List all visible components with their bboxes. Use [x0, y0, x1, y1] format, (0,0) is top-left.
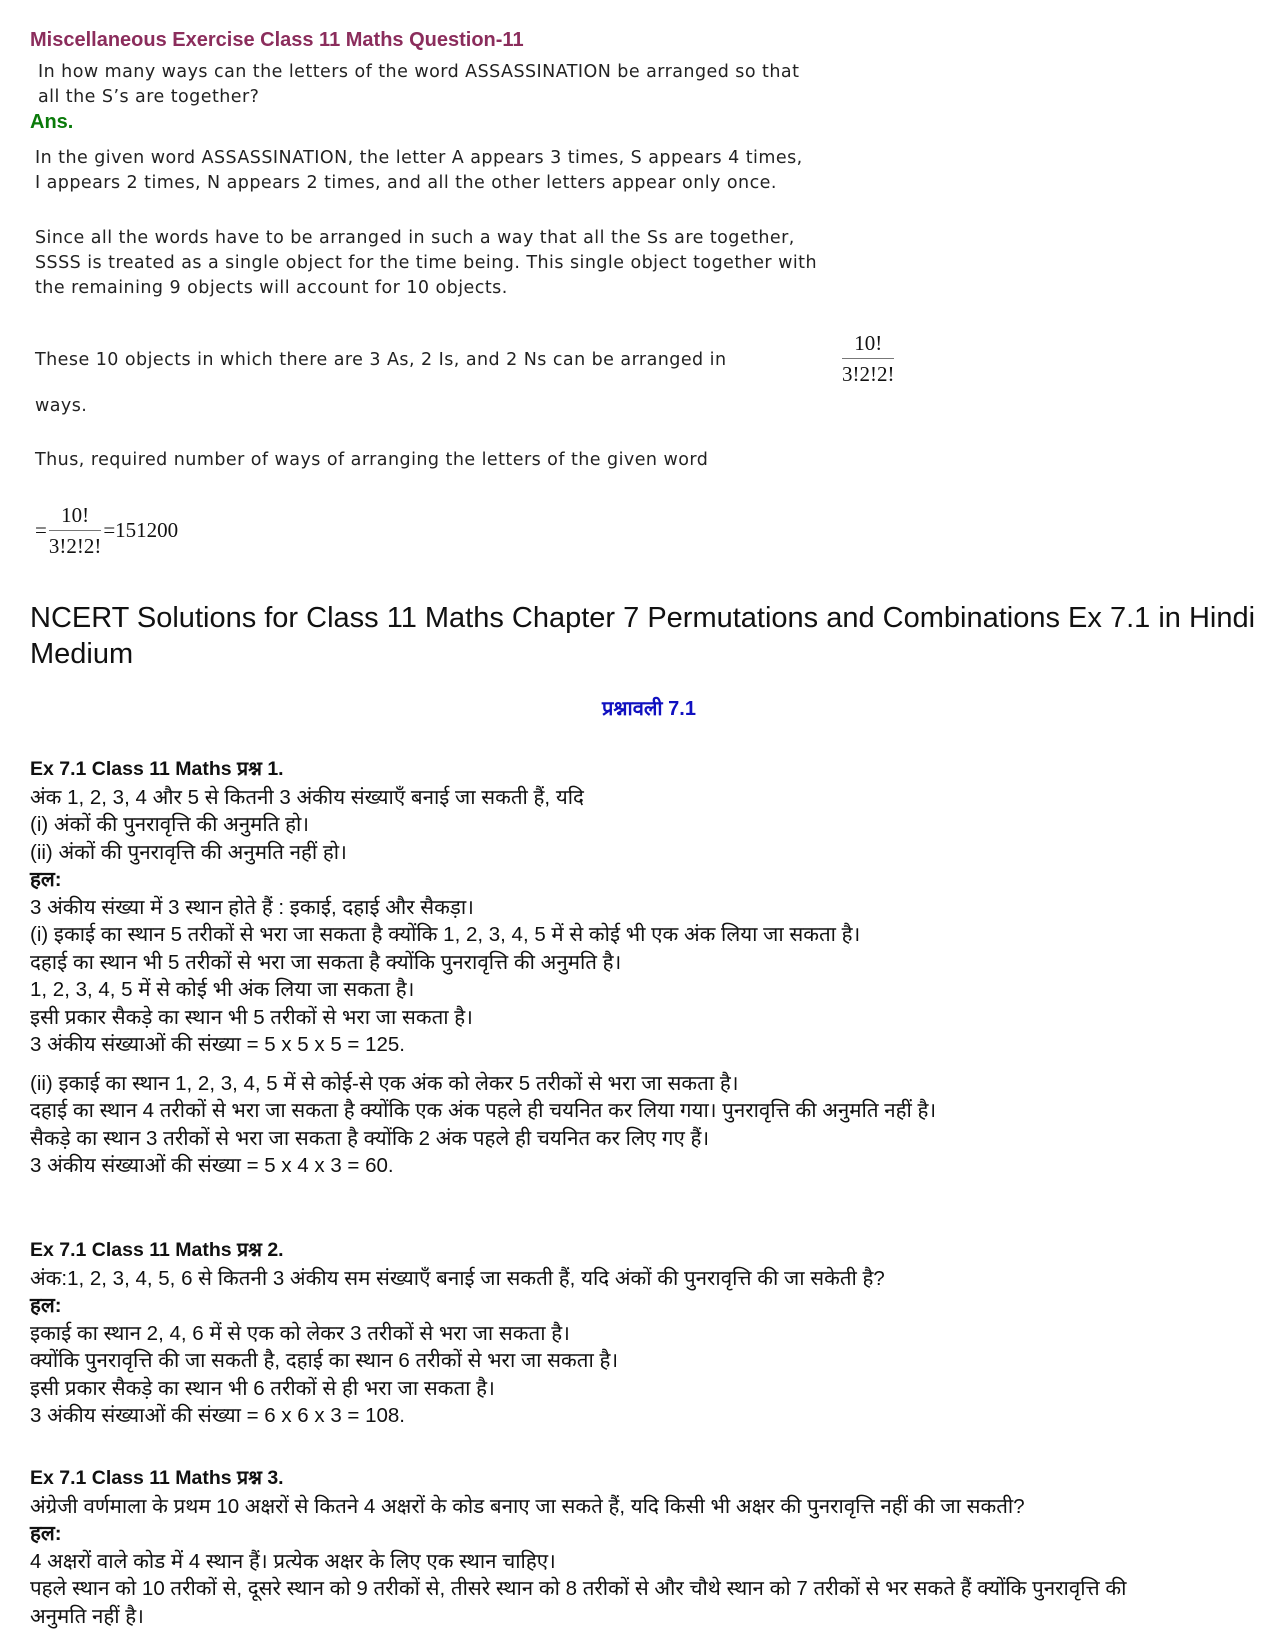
text-line: (i) अंकों की पुनरावृत्ति की अनुमति हो। — [30, 813, 310, 836]
fraction-formula — [842, 328, 894, 389]
question-text: अंक:1, 2, 3, 4, 5, 6 से कितनी 3 अंकीय सम संख्याएँ बनाई जा सकती हैं, यदि अंकों की पुनरावृत्ति की जा सकेती है? — [30, 1266, 885, 1290]
text-line: In the given word ASSASSINATION, the letter A appears 3 times, S appears 4 times, — [35, 148, 803, 168]
fraction-denominator: 3!2!2! — [48, 534, 102, 558]
text-line: (ii) अंकों की पुनरावृत्ति की अनुमति नहीं हो। — [30, 840, 347, 864]
text-line: दहाई का स्थान भी 5 तरीकों से भरा जा सकता है क्योंकि पुनरावृत्ति की अनुमति है। — [30, 950, 622, 974]
misc-question-title: Miscellaneous Exercise Class 11 Maths Question-11 — [30, 29, 524, 51]
text-line: 1, 2, 3, 4, 5 में से कोई भी अंक लिया जा सकता है। — [30, 978, 415, 1001]
answer-paragraph-3: These 10 objects in which there are 3 As, 2 Is, and 2 Ns can be arranged in — [35, 350, 727, 370]
question-3 — [30, 1465, 1260, 1630]
question-heading: Ex 7.1 Class 11 Maths प्रश्न 2. — [30, 1239, 284, 1261]
solution-label: हल: — [30, 1522, 62, 1545]
answer-paragraph-4: Thus, required number of ways of arranging the letters of the given word — [35, 450, 709, 470]
solution-label: हल: — [30, 868, 62, 891]
result-formula — [35, 500, 178, 561]
solution-label: हल: — [30, 1294, 62, 1317]
text-line: 3 अंकीय संख्याओं की संख्या = 6 x 6 x 3 = 108. — [30, 1404, 406, 1427]
answer-paragraph-1 — [35, 146, 803, 196]
text-line: 3 अंकीय संख्या में 3 स्थान होते हैं : इकाई, दहाई और सैकड़ा। — [30, 895, 474, 919]
text-line: (ii) इकाई का स्थान 1, 2, 3, 4, 5 में से कोई-से एक अंक को लेकर 5 तरीकों से भरा जा सकता है। — [30, 1071, 739, 1095]
text-line: 3 अंकीय संख्याओं की संख्या = 5 x 5 x 5 = 125. — [30, 1033, 406, 1056]
question-heading: Ex 7.1 Class 11 Maths प्रश्न 1. — [30, 758, 284, 780]
text-line: I appears 2 times, N appears 2 times, and all the other letters appear only once. — [35, 173, 777, 193]
text-line: अनुमति नहीं है। — [30, 1604, 144, 1628]
text-line: इसी प्रकार सैकड़े का स्थान भी 6 तरीकों से ही भरा जा सकता है। — [30, 1376, 495, 1400]
section-heading: NCERT Solutions for Class 11 Maths Chapter 7 Permutations and Combinations Ex 7.1 in Hindi Medium — [30, 602, 1256, 670]
exercise-title: प्रश्नावली 7.1 — [602, 698, 696, 720]
misc-question-text — [38, 60, 799, 110]
question-2 — [30, 1237, 1260, 1430]
fraction-numerator: 10! — [842, 328, 894, 359]
fraction-numerator: 10! — [49, 500, 101, 531]
question-text: अंग्रेजी वर्णमाला के प्रथम 10 अक्षरों से कितने 4 अक्षरों के कोड बनाए जा सकते हैं, यदि किसी भी अक्षर की पुनरावृत्ति नहीं की जा सकती? — [30, 1494, 1025, 1518]
text-line: पहले स्थान को 10 तरीकों से, दूसरे स्थान को 9 तरीकों से, तीसरे स्थान को 8 तरीकों से और चौथे स्थान को 7 तरीकों से भर सकते हैं क्योंकि पुनरावृत्ति की — [30, 1577, 1127, 1600]
text-line: SSSS is treated as a single object for the time being. This single object together with — [35, 253, 818, 273]
answer-paragraph-2 — [35, 226, 817, 301]
result-value: =151200 — [103, 518, 179, 542]
question-1 — [30, 756, 1260, 1180]
text-line: In how many ways can the letters of the word ASSASSINATION be arranged so that — [38, 62, 800, 82]
text-line: 3 अंकीय संख्याओं की संख्या = 5 x 4 x 3 = 60. — [30, 1154, 394, 1177]
text-line: क्योंकि पुनरावृत्ति की जा सकती है, दहाई का स्थान 6 तरीकों से भरा जा सकता है। — [30, 1349, 619, 1372]
text-line: all the S’s are together? — [38, 87, 260, 107]
text-line: इसी प्रकार सैकड़े का स्थान भी 5 तरीकों से भरा जा सकता है। — [30, 1005, 473, 1029]
text-line: दहाई का स्थान 4 तरीकों से भरा जा सकता है क्योंकि एक अंक पहले ही चयनित कर लिया गया। पुनरावृत्ति की अनुमति नहीं है। — [30, 1099, 937, 1122]
text-line: 4 अक्षरों वाले कोड में 4 स्थान हैं। प्रत्येक अक्षर के लिए एक स्थान चाहिए। — [30, 1549, 556, 1573]
text-line: Since all the words have to be arranged in such a way that all the Ss are together, — [35, 228, 795, 248]
question-heading: Ex 7.1 Class 11 Maths प्रश्न 3. — [30, 1467, 284, 1489]
text-line: अंक 1, 2, 3, 4 और 5 से कितनी 3 अंकीय संख्याएँ बनाई जा सकती हैं, यदि — [30, 785, 584, 809]
text-line: सैकड़े का स्थान 3 तरीकों से भरा जा सकता है क्योंकि 2 अंक पहले ही चयनित कर लिए गए हैं। — [30, 1126, 710, 1150]
ways-text: ways. — [35, 396, 88, 416]
result-fraction — [49, 500, 101, 561]
fraction-denominator: 3!2!2! — [842, 362, 895, 386]
answer-label: Ans. — [30, 111, 74, 133]
text-line: (i) इकाई का स्थान 5 तरीकों से भरा जा सकता है क्योंकि 1, 2, 3, 4, 5 में से कोई भी एक अंक लिया जा सकता है। — [30, 923, 861, 946]
text-line: the remaining 9 objects will account for 10 objects. — [35, 278, 508, 298]
text-line: इकाई का स्थान 2, 4, 6 में से एक को लेकर 3 तरीकों से भरा जा सकता है। — [30, 1321, 570, 1345]
equals-sign: = — [35, 518, 47, 542]
